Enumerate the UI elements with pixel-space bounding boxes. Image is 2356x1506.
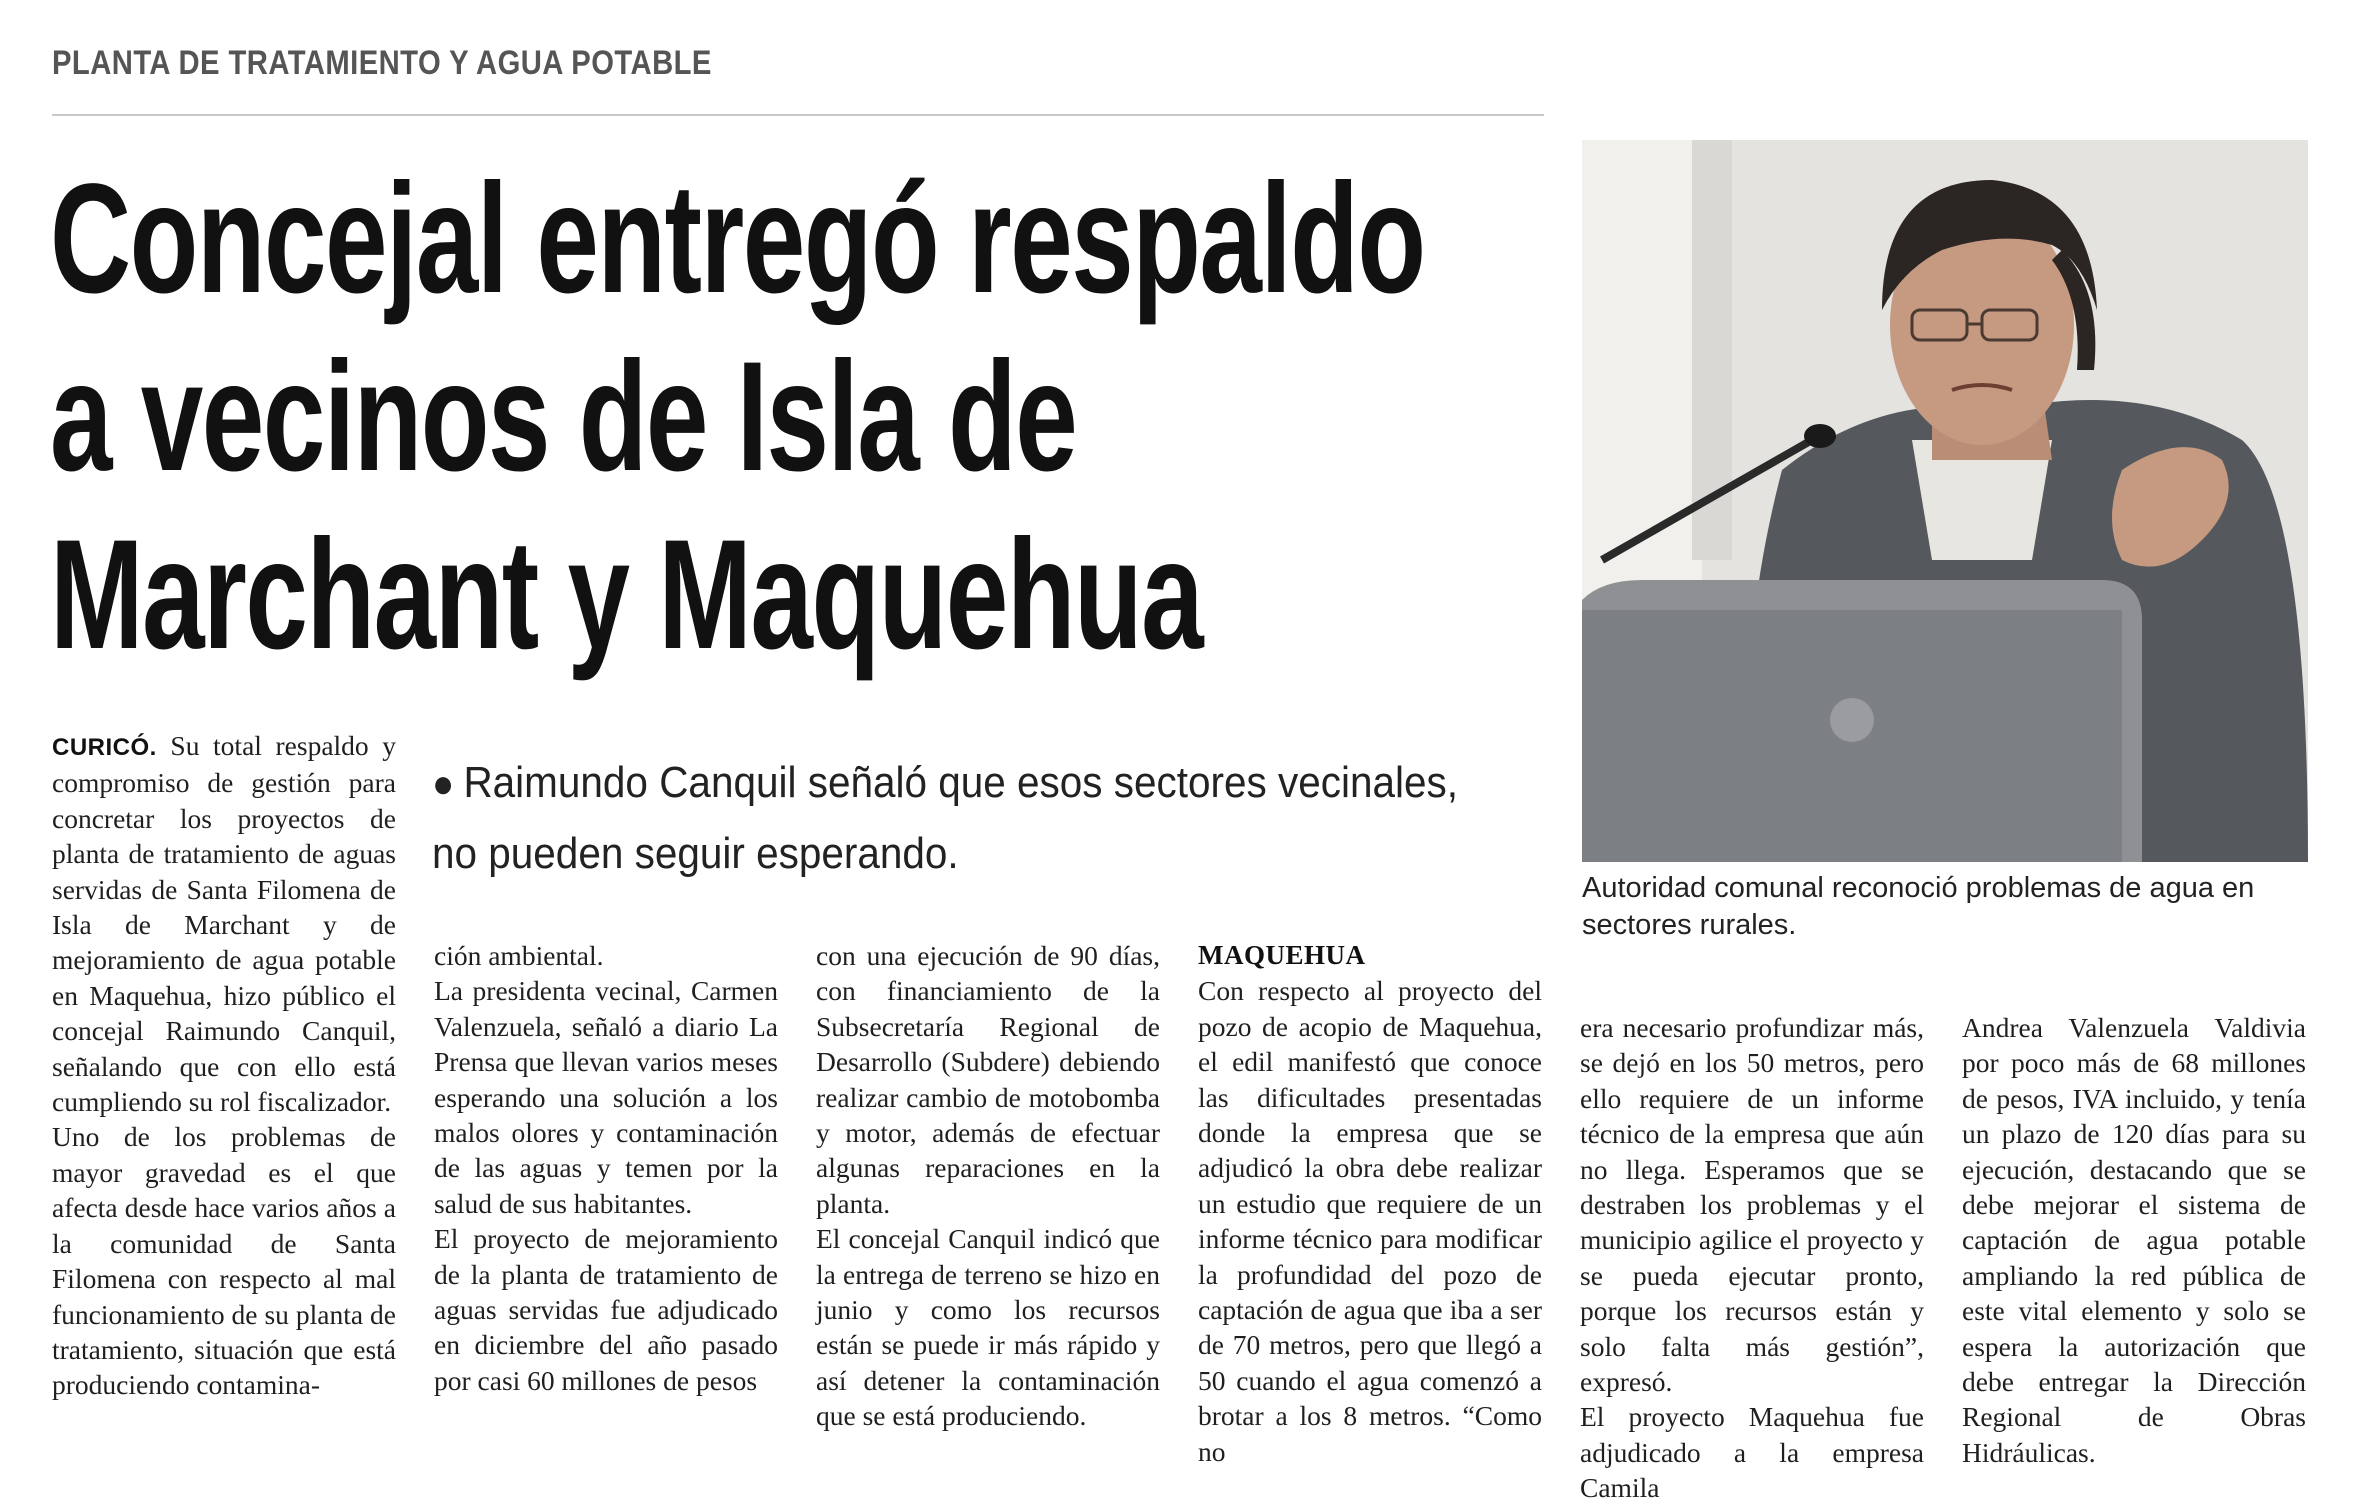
column-6-paragraph-1: Andrea Valenzuela Valdivia por poco más de 68 millones de pesos, IVA incluido, y tenía un plazo de 120 días para su ejecución, destacando que se debe mejorar el sistema de captación de agua potable ampliando la red pública de este vital elemento y solo se espera la autorización que debe entregar la Dirección Regional de Obras Hidráulicas. [1962, 1012, 2306, 1468]
column-2-paragraph-3: El proyecto de mejoramiento de la planta de tratamiento de aguas servidas fue adjudicado en diciembre del año pasado por casi 60 millones de pesos [434, 1223, 778, 1396]
dateline: CURICÓ. [52, 734, 157, 761]
article-column-6 [1962, 1010, 2306, 1470]
article-column-1 [52, 728, 396, 1403]
column-2-paragraph-1: ción ambiental. [434, 940, 604, 971]
subhead-text-1: Raimundo Canquil señaló que esos sectores vecinales, [463, 758, 1459, 807]
column-3-paragraph-1: con una ejecución de 90 días, con financiamiento de la Subsecretaría Regional de Desarrollo (Subdere) debiendo realizar cambio de motobomba y motor, además de efectuar algunas reparaciones en la planta. [816, 940, 1160, 1219]
headline-line-3: Marchant y Maquehua [50, 508, 1203, 682]
column-3-paragraph-2: El concejal Canquil indicó que la entrega de terreno se hizo en junio y como los recursos están se puede ir más rápido y así detener la contaminación que se está produciendo. [816, 1223, 1160, 1432]
article-column-5 [1580, 1010, 1924, 1506]
subhead-line-1 [432, 748, 1462, 819]
bullet-icon: ● [432, 762, 455, 806]
column-1-paragraph-2: Uno de los problemas de mayor gravedad es el que afecta desde hace varios años a la comunidad de Santa Filomena con respecto al mal funcionamiento de su planta de tratamiento, situación que está produciendo contamina- [52, 1121, 396, 1401]
headline-line-1: Concejal entregó respaldo [50, 152, 1425, 326]
photo-illustration [1582, 140, 2308, 862]
caption-line-1: Autoridad comunal reconoció problemas de agua en [1582, 872, 2255, 904]
column-1-paragraph-1 [52, 728, 396, 1119]
column-4-paragraph-1: Con respecto al proyecto del pozo de acopio de Maquehua, el edil manifestó que conoce las dificultades presentadas donde la empresa que se adjudicó la obra debe realizar un estudio que requiere de un informe técnico para modificar la profundidad del pozo de captación de agua que iba a ser de 70 metros, pero que llegó a 50 cuando el agua comenzó a brotar a los 8 metros. “Como no [1198, 975, 1542, 1467]
article-column-2 [434, 938, 778, 1398]
header-rule [52, 114, 1544, 116]
photo-caption [1582, 870, 2302, 944]
headline-line-2: a vecinos de Isla de [50, 330, 1077, 504]
caption-line-2: sectores rurales. [1582, 909, 1797, 941]
subhead-line-2: no pueden seguir esperando. [432, 829, 959, 878]
article-column-3 [816, 938, 1160, 1434]
article-column-4 [1198, 938, 1542, 1469]
column-5-paragraph-1: era necesario profundizar más, se dejó en los 50 metros, pero ello requiere de un informe técnico de la empresa que aún no llega. Esperamos que se destraben los problemas y el municipio agilice el proyecto y se pueda ejecutar pronto, porque los recursos están y solo falta más gestión”, expresó. [1580, 1012, 1924, 1398]
article-photo [1582, 140, 2308, 862]
headline [50, 150, 1562, 684]
column-2-paragraph-2: La presidenta vecinal, Carmen Valenzuela, señaló a diario La Prensa que llevan varios meses esperando una solución a los malos olores y contaminación de las aguas y temen por la salud de sus habitantes. [434, 975, 778, 1219]
section-kicker: PLANTA DE TRATAMIENTO Y AGUA POTABLE [52, 44, 712, 82]
column-5-paragraph-2: El proyecto Maquehua fue adjudicado a la empresa Camila [1580, 1401, 1924, 1504]
lead-text: Su total respaldo y compromiso de gestión para concretar los proyectos de planta de tratamiento de aguas servidas de Santa Filomena de Isla de Marchant y de mejoramiento de agua potable en Maquehua, hizo público el concejal Raimundo Canquil, señalando que con ello está cumpliendo su rol fiscalizador. [52, 730, 396, 1118]
subheadline [432, 748, 1462, 889]
section-heading-maquehua: MAQUEHUA [1198, 940, 1366, 970]
